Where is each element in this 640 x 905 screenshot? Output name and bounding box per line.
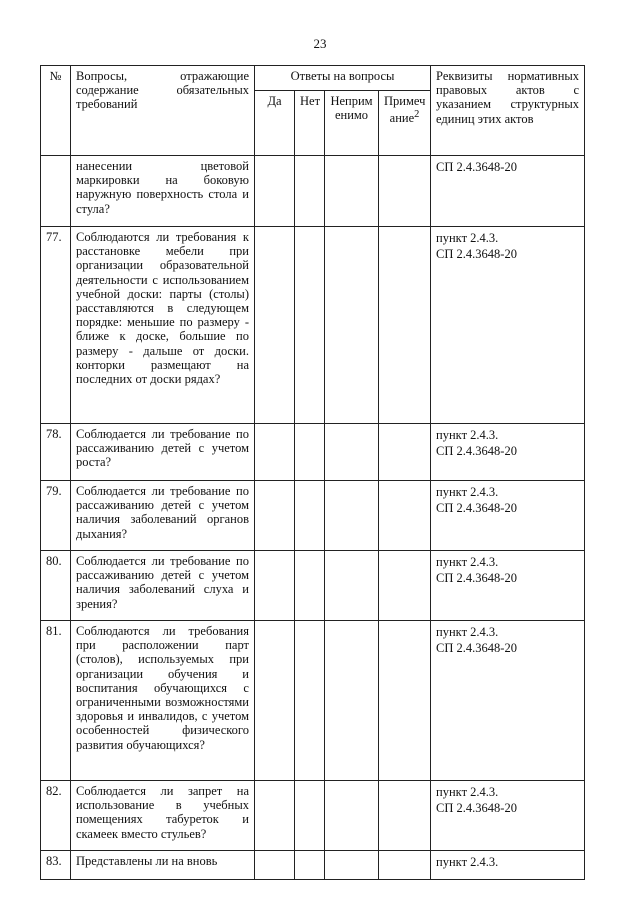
answer-note-cell[interactable] [379,851,431,880]
row-question: Соблюдается ли требование по рассаживанию детей с учетом наличия заболеваний слуха и зрения? [71,551,255,621]
table-row [41,424,585,481]
row-requisites [431,424,585,481]
answer-yes-cell[interactable] [255,227,295,424]
answer-note-cell[interactable] [379,551,431,621]
ref-line: пункт 2.4.3. [436,625,499,639]
answer-na-cell[interactable] [325,781,379,851]
header-questions: Вопросы, отражающие содержание обязательных требований [71,66,255,156]
row-question: нанесении цветовой маркировки на боковую наружную поверхность стола и стула? [71,156,255,227]
row-number: 79. [41,481,71,551]
header-number: № [41,66,71,156]
header-requisites: Реквизиты нормативных правовых актов с указанием структурных единиц этих актов [431,66,585,156]
row-number: 82. [41,781,71,851]
row-question: Соблюдается ли запрет на использование в учебных помещениях табуреток и скамеек вместо стульев? [71,781,255,851]
row-question: Представлены ли на вновь [71,851,255,880]
answer-no-cell[interactable] [295,621,325,781]
answer-no-cell[interactable] [295,781,325,851]
answer-note-cell[interactable] [379,781,431,851]
table-row [41,851,585,880]
answer-note-cell[interactable] [379,227,431,424]
answer-note-cell[interactable] [379,481,431,551]
ref-line: пункт 2.4.3. [436,428,499,442]
row-number: 83. [41,851,71,880]
answer-no-cell[interactable] [295,481,325,551]
answer-yes-cell[interactable] [255,781,295,851]
answer-na-cell[interactable] [325,227,379,424]
table-row [41,621,585,781]
answer-no-cell[interactable] [295,851,325,880]
row-number [41,156,71,227]
footnote-marker: 2 [414,109,420,121]
answer-no-cell[interactable] [295,156,325,227]
table-row [41,227,585,424]
row-requisites [431,551,585,621]
row-number: 81. [41,621,71,781]
answer-yes-cell[interactable] [255,481,295,551]
ref-line: СП 2.4.3648-20 [436,641,517,655]
answer-yes-cell[interactable] [255,551,295,621]
row-requisites [431,227,585,424]
header-answer-no: Нет [295,91,325,156]
answer-na-cell[interactable] [325,551,379,621]
row-requisites [431,851,585,880]
row-question: Соблюдается ли требование по рассаживанию детей с учетом роста? [71,424,255,481]
answer-na-cell[interactable] [325,621,379,781]
header-answer-yes: Да [255,91,295,156]
table-row [41,781,585,851]
answer-note-cell[interactable] [379,621,431,781]
row-requisites [431,481,585,551]
ref-line: пункт 2.4.3. [436,855,499,869]
ref-line: пункт 2.4.3. [436,485,499,499]
answer-na-cell[interactable] [325,156,379,227]
answer-no-cell[interactable] [295,227,325,424]
ref-line: СП 2.4.3648-20 [436,247,517,261]
ref-line: СП 2.4.3648-20 [436,160,517,174]
table-row [41,481,585,551]
table-row [41,156,585,227]
answer-yes-cell[interactable] [255,424,295,481]
ref-line: СП 2.4.3648-20 [436,571,517,585]
ref-line: пункт 2.4.3. [436,555,499,569]
answer-na-cell[interactable] [325,424,379,481]
row-number: 78. [41,424,71,481]
row-question: Соблюдается ли требование по рассаживанию детей с учетом наличия заболеваний органов дыхания? [71,481,255,551]
row-number: 77. [41,227,71,424]
header-answers-group: Ответы на вопросы [255,66,431,91]
answer-no-cell[interactable] [295,551,325,621]
row-requisites [431,156,585,227]
checklist-table [40,65,585,880]
ref-line: СП 2.4.3648-20 [436,501,517,515]
ref-line: СП 2.4.3648-20 [436,801,517,815]
answer-yes-cell[interactable] [255,621,295,781]
row-question: Соблюдаются ли требования к расстановке мебели при организации образовательной деятельности с использованием учебной доски: парты (столы) расставляются в следующем порядке: меньшие по размеру - ближе к доске, большие по размеру - дальше от доски. конторки размещают на последних от доски рядах? [71,227,255,424]
answer-na-cell[interactable] [325,481,379,551]
header-answer-note [379,91,431,156]
row-question: Соблюдаются ли требования при расположении парт (столов), используемых при организации обучения и воспитания обучающихся с ограниченными возможностями здоровья и инвалидов, с учетом особенностей физического развития обучающихся? [71,621,255,781]
table-row [41,551,585,621]
answer-yes-cell[interactable] [255,851,295,880]
header-row [41,66,585,91]
answer-note-cell[interactable] [379,424,431,481]
row-number: 80. [41,551,71,621]
row-requisites [431,621,585,781]
ref-line: СП 2.4.3648-20 [436,444,517,458]
answer-no-cell[interactable] [295,424,325,481]
row-requisites [431,781,585,851]
answer-na-cell[interactable] [325,851,379,880]
answer-yes-cell[interactable] [255,156,295,227]
ref-line: пункт 2.4.3. [436,785,499,799]
answer-note-cell[interactable] [379,156,431,227]
header-answer-na: Неприм енимо [325,91,379,156]
page-number: 23 [313,36,327,51]
ref-line: пункт 2.4.3. [436,231,499,245]
header-note-label: Примеч ание [384,94,426,126]
